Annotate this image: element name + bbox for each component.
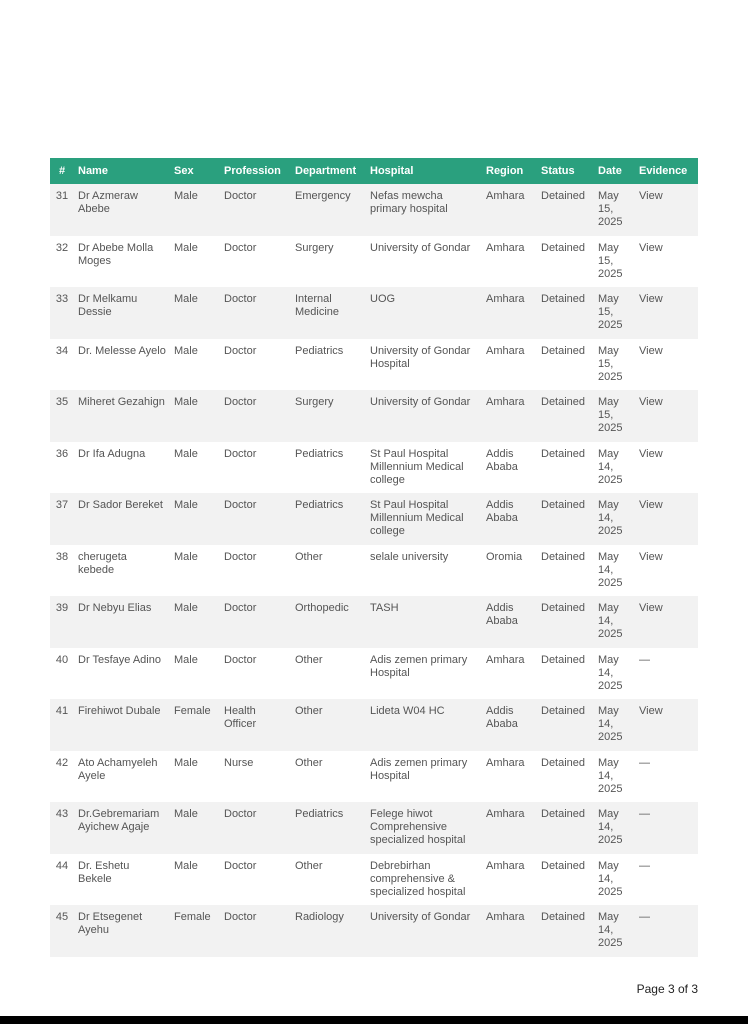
evidence-cell[interactable]: View (635, 699, 698, 751)
evidence-cell: — (635, 854, 698, 906)
hospital-cell: Debrebirhan comprehensive & specialized hospital (366, 854, 482, 906)
header-hospital: Hospital (366, 158, 482, 184)
sex-cell: Male (170, 854, 220, 906)
date-cell: May 14, 2025 (594, 751, 635, 803)
header-region: Region (482, 158, 537, 184)
sex-cell: Female (170, 699, 220, 751)
region-cell: Amhara (482, 339, 537, 391)
sex-cell: Male (170, 236, 220, 288)
department-cell: Other (291, 854, 366, 906)
table-body (50, 184, 698, 957)
table-row (50, 339, 698, 391)
row-number-cell: 40 (50, 648, 74, 700)
date-cell: May 14, 2025 (594, 699, 635, 751)
evidence-cell[interactable]: View (635, 236, 698, 288)
evidence-cell[interactable]: View (635, 493, 698, 545)
table-row (50, 184, 698, 236)
profession-cell: Doctor (220, 802, 291, 854)
date-cell: May 15, 2025 (594, 390, 635, 442)
row-number-cell: 37 (50, 493, 74, 545)
profession-cell: Doctor (220, 287, 291, 339)
region-cell: Addis Ababa (482, 699, 537, 751)
sex-cell: Male (170, 648, 220, 700)
sex-cell: Male (170, 390, 220, 442)
department-cell: Surgery (291, 390, 366, 442)
profession-cell: Doctor (220, 854, 291, 906)
evidence-cell[interactable]: View (635, 442, 698, 494)
date-cell: May 14, 2025 (594, 648, 635, 700)
row-number-cell: 41 (50, 699, 74, 751)
date-cell: May 14, 2025 (594, 854, 635, 906)
row-number-cell: 43 (50, 802, 74, 854)
profession-cell: Doctor (220, 545, 291, 597)
sex-cell: Male (170, 339, 220, 391)
region-cell: Amhara (482, 648, 537, 700)
evidence-cell: — (635, 802, 698, 854)
sex-cell: Male (170, 802, 220, 854)
row-number-cell: 36 (50, 442, 74, 494)
region-cell: Addis Ababa (482, 442, 537, 494)
region-cell: Addis Ababa (482, 596, 537, 648)
department-cell: Other (291, 751, 366, 803)
profession-cell: Doctor (220, 184, 291, 236)
department-cell: Emergency (291, 184, 366, 236)
hospital-cell: Adis zemen primary Hospital (366, 751, 482, 803)
hospital-cell: Felege hiwot Comprehensive specialized hospital (366, 802, 482, 854)
status-cell: Detained (537, 648, 594, 700)
evidence-cell: — (635, 648, 698, 700)
hospital-cell: University of Gondar (366, 905, 482, 957)
region-cell: Oromia (482, 545, 537, 597)
table-row (50, 854, 698, 906)
profession-cell: Doctor (220, 596, 291, 648)
region-cell: Amhara (482, 751, 537, 803)
status-cell: Detained (537, 905, 594, 957)
table-row (50, 545, 698, 597)
department-cell: Orthopedic (291, 596, 366, 648)
status-cell: Detained (537, 287, 594, 339)
person-name-cell: Dr Sador Bereket (74, 493, 170, 545)
profession-cell: Doctor (220, 390, 291, 442)
header-evidence: Evidence (635, 158, 698, 184)
date-cell: May 15, 2025 (594, 339, 635, 391)
department-cell: Pediatrics (291, 802, 366, 854)
profession-cell: Doctor (220, 442, 291, 494)
person-name-cell: Dr. Melesse Ayelo (74, 339, 170, 391)
person-name-cell: Dr Abebe Molla Moges (74, 236, 170, 288)
table-row (50, 905, 698, 957)
hospital-cell: Lideta W04 HC (366, 699, 482, 751)
evidence-cell[interactable]: View (635, 339, 698, 391)
sex-cell: Male (170, 596, 220, 648)
evidence-cell[interactable]: View (635, 390, 698, 442)
table-row (50, 390, 698, 442)
detentions-table (50, 158, 698, 957)
status-cell: Detained (537, 390, 594, 442)
row-number-cell: 31 (50, 184, 74, 236)
status-cell: Detained (537, 184, 594, 236)
hospital-cell: St Paul Hospital Millennium Medical college (366, 442, 482, 494)
person-name-cell: Dr.Gebremariam Ayichew Agaje (74, 802, 170, 854)
region-cell: Amhara (482, 287, 537, 339)
table-row (50, 442, 698, 494)
person-name-cell: Miheret Gezahign (74, 390, 170, 442)
profession-cell: Nurse (220, 751, 291, 803)
date-cell: May 15, 2025 (594, 184, 635, 236)
date-cell: May 14, 2025 (594, 442, 635, 494)
hospital-cell: selale university (366, 545, 482, 597)
row-number-cell: 42 (50, 751, 74, 803)
date-cell: May 15, 2025 (594, 287, 635, 339)
status-cell: Detained (537, 236, 594, 288)
table-row (50, 699, 698, 751)
table-row (50, 648, 698, 700)
row-number-cell: 34 (50, 339, 74, 391)
department-cell: Pediatrics (291, 339, 366, 391)
evidence-cell: — (635, 751, 698, 803)
profession-cell: Health Officer (220, 699, 291, 751)
profession-cell: Doctor (220, 236, 291, 288)
department-cell: Other (291, 648, 366, 700)
status-cell: Detained (537, 699, 594, 751)
evidence-cell[interactable]: View (635, 184, 698, 236)
table-row (50, 596, 698, 648)
region-cell: Amhara (482, 236, 537, 288)
sex-cell: Male (170, 287, 220, 339)
evidence-cell: — (635, 905, 698, 957)
person-name-cell: Dr Etsegenet Ayehu (74, 905, 170, 957)
date-cell: May 14, 2025 (594, 545, 635, 597)
status-cell: Detained (537, 493, 594, 545)
status-cell: Detained (537, 442, 594, 494)
hospital-cell: University of Gondar (366, 236, 482, 288)
bottom-edge-bar (0, 1016, 748, 1024)
person-name-cell: Dr Azmeraw Abebe (74, 184, 170, 236)
department-cell: Other (291, 699, 366, 751)
row-number-cell: 38 (50, 545, 74, 597)
header-department: Department (291, 158, 366, 184)
region-cell: Amhara (482, 854, 537, 906)
sex-cell: Male (170, 442, 220, 494)
date-cell: May 14, 2025 (594, 905, 635, 957)
table-row (50, 493, 698, 545)
status-cell: Detained (537, 854, 594, 906)
evidence-cell[interactable]: View (635, 596, 698, 648)
department-cell: Pediatrics (291, 442, 366, 494)
department-cell: Internal Medicine (291, 287, 366, 339)
hospital-cell: UOG (366, 287, 482, 339)
profession-cell: Doctor (220, 339, 291, 391)
status-cell: Detained (537, 596, 594, 648)
region-cell: Amhara (482, 390, 537, 442)
hospital-cell: St Paul Hospital Millennium Medical college (366, 493, 482, 545)
sex-cell: Male (170, 545, 220, 597)
person-name-cell: Dr. Eshetu Bekele (74, 854, 170, 906)
status-cell: Detained (537, 751, 594, 803)
date-cell: May 14, 2025 (594, 802, 635, 854)
row-number-cell: 44 (50, 854, 74, 906)
date-cell: May 15, 2025 (594, 236, 635, 288)
date-cell: May 14, 2025 (594, 493, 635, 545)
row-number-cell: 33 (50, 287, 74, 339)
table-row (50, 751, 698, 803)
page-number: Page 3 of 3 (636, 982, 698, 996)
person-name-cell: Ato Achamyeleh Ayele (74, 751, 170, 803)
sex-cell: Male (170, 751, 220, 803)
person-name-cell: Firehiwot Dubale (74, 699, 170, 751)
sex-cell: Female (170, 905, 220, 957)
region-cell: Amhara (482, 802, 537, 854)
row-number-cell: 39 (50, 596, 74, 648)
hospital-cell: University of Gondar Hospital (366, 339, 482, 391)
header-profession: Profession (220, 158, 291, 184)
header-sex: Sex (170, 158, 220, 184)
evidence-cell[interactable]: View (635, 287, 698, 339)
date-cell: May 14, 2025 (594, 596, 635, 648)
evidence-cell[interactable]: View (635, 545, 698, 597)
region-cell: Amhara (482, 905, 537, 957)
profession-cell: Doctor (220, 648, 291, 700)
region-cell: Amhara (482, 184, 537, 236)
status-cell: Detained (537, 802, 594, 854)
profession-cell: Doctor (220, 493, 291, 545)
person-name-cell: Dr Nebyu Elias (74, 596, 170, 648)
person-name-cell: Dr Melkamu Dessie (74, 287, 170, 339)
table-row (50, 236, 698, 288)
header-name: Name (74, 158, 170, 184)
table-header-row (50, 158, 698, 184)
hospital-cell: TASH (366, 596, 482, 648)
hospital-cell: University of Gondar (366, 390, 482, 442)
hospital-cell: Nefas mewcha primary hospital (366, 184, 482, 236)
person-name-cell: Dr Tesfaye Adino (74, 648, 170, 700)
sex-cell: Male (170, 184, 220, 236)
profession-cell: Doctor (220, 905, 291, 957)
header-date: Date (594, 158, 635, 184)
table-row (50, 287, 698, 339)
row-number-cell: 45 (50, 905, 74, 957)
person-name-cell: Dr Ifa Adugna (74, 442, 170, 494)
sex-cell: Male (170, 493, 220, 545)
hospital-cell: Adis zemen primary Hospital (366, 648, 482, 700)
status-cell: Detained (537, 339, 594, 391)
department-cell: Surgery (291, 236, 366, 288)
row-number-cell: 32 (50, 236, 74, 288)
department-cell: Radiology (291, 905, 366, 957)
header-status: Status (537, 158, 594, 184)
department-cell: Other (291, 545, 366, 597)
table-row (50, 802, 698, 854)
region-cell: Addis Ababa (482, 493, 537, 545)
person-name-cell: cherugeta kebede (74, 545, 170, 597)
header-number: # (50, 158, 74, 184)
department-cell: Pediatrics (291, 493, 366, 545)
status-cell: Detained (537, 545, 594, 597)
row-number-cell: 35 (50, 390, 74, 442)
